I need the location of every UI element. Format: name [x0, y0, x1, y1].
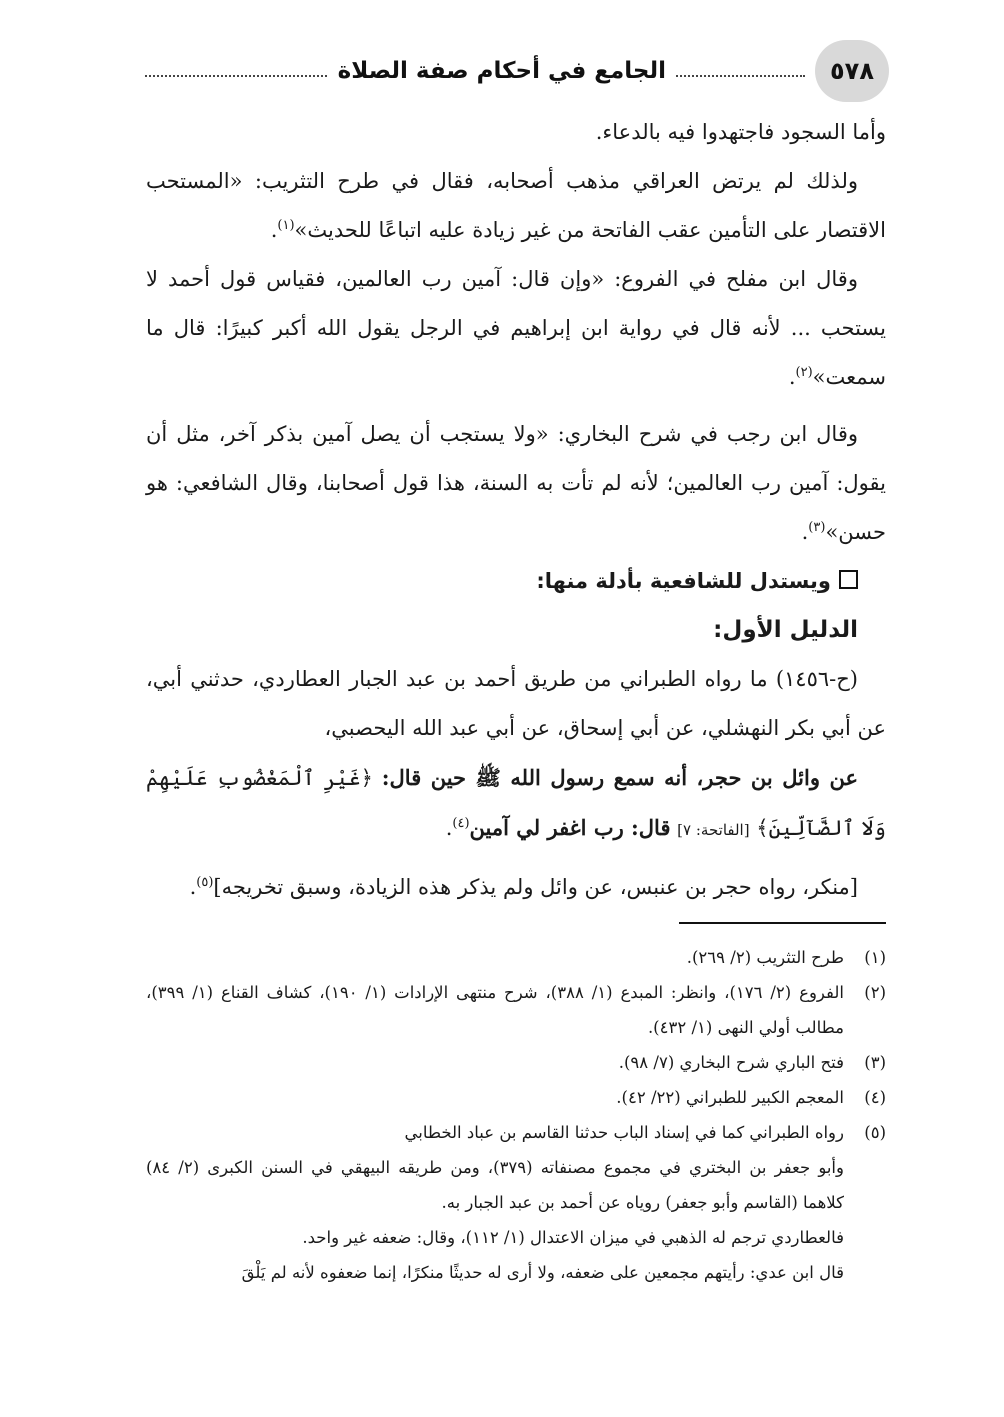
footnote-separator [679, 922, 886, 924]
page-number-badge: ٥٧٨ [815, 40, 889, 102]
footnote-ref-2: (٢) [795, 365, 813, 380]
footnote-3: (٣) فتح الباري شرح البخاري (٧/ ٩٨). [618, 1053, 886, 1072]
paragraph-4: وقال ابن رجب في شرح البخاري: «ولا يستجب أن يصل آمين بذكر آخر، مثل أن يقول: آمين رب العالمين؛ لأنه لم تأت به السنة، هذا قول أصحابنا، وقال الشافعي: هو حسن»$^{(٣)}$. [146, 422, 886, 544]
section-heading: الدليل الأول: [713, 617, 858, 643]
paragraph-3: وقال ابن مفلح في الفروع: «وإن قال: آمين رب العالمين، فقياس قول أحمد لا يستحب ... لأنه قال في رواية ابن إبراهيم في الرجل يقول الله أكبر كبيرًا: قال ما سمعت»$^{(٢)}$. [146, 267, 886, 389]
page-header [145, 40, 889, 102]
footnote-2: (٢) الفروع (٢/ ١٧٦)، وانظر: المبدع (١/ ٣٨٨)، شرح منتهى الإرادات (١/ ١٩٠)، كشاف القناع (١/ ٣٩٩)، مطالب أولي النهى (١/ ٤٣٢). [146, 983, 886, 1037]
main-text [146, 108, 886, 912]
header-dotted-rule-left [145, 75, 327, 77]
footnote-ref-3: (٣) [808, 520, 826, 535]
footnote-ref-4: (٤) [452, 816, 470, 831]
footnote-ref-1: (١) [277, 218, 295, 233]
footnote-ref-5: (٥) [196, 875, 214, 890]
section-subheading: ويستدل للشافعية بأدلة منها: [146, 557, 886, 606]
running-title: الجامع في أحكام صفة الصلاة [330, 40, 674, 102]
hadith-chain: (ح-١٤٥٦) ما رواه الطبراني من طريق أحمد بن عبد الجبار العطاردي، حدثني أبي، عن أبي بكر النهشلي، عن أبي إسحاق، عن أبي عبد الله اليحصبي، [146, 667, 886, 740]
checkbox-bullet-icon [839, 570, 858, 589]
footnote-5-continuation: فالعطاردي ترجم له الذهبي في ميزان الاعتدال (١/ ١١٢)، وقال: ضعفه غير واحد. [302, 1228, 844, 1247]
footnote-5-continuation: وأبو جعفر بن البختري في مجموع مصنفاته (٣٧٩)، ومن طريقه البيهقي في السنن الكبرى (٢/ ٨٤) كلاهما (القاسم وأبو جعفر) روياه عن أحمد بن عبد الجبار به. [146, 1158, 844, 1212]
grading-note: [منكر، رواه حجر بن عنبس، عن وائل ولم يذكر هذه الزيادة، وسبق تخريجه]$^{(٥)}$. [189, 875, 858, 899]
header-dotted-rule-right [665, 75, 805, 77]
footnote-1: (١) طرح التثريب (٢/ ٢٦٩). [686, 948, 886, 967]
paragraph-1: وأما السجود فاجتهدوا فيه بالدعاء. [595, 120, 886, 144]
footnote-4: (٤) المعجم الكبير للطبراني (٢٢/ ٤٢). [616, 1088, 886, 1107]
paragraph-2: ولذلك لم يرتض العراقي مذهب أصحابه، فقال في طرح التثريب: «المستحب الاقتصار على التأمين عقب الفاتحة من غير زيادة عليه اتباعًا للحديث»$^{(١)}$. [146, 169, 886, 242]
hadith-text: عن وائل بن حجر، أنه سمع رسول الله ﷺ حين قال: ﴿غَيْرِ ٱلْمَغْضُوبِ عَلَيْهِمْ وَلَا ٱلضَّآلِّينَ﴾ [الفاتحة: ٧] قال: رب اغفر لي آمين$^{(٤)}$. [146, 765, 886, 840]
verse-citation: [الفاتحة: ٧] [677, 821, 750, 839]
quran-verse: ﴿غَيْرِ ٱلْمَغْضُوبِ عَلَيْهِمْ وَلَا ٱلضَّآلِّينَ﴾ [146, 766, 886, 840]
footnotes [146, 940, 886, 1290]
footnote-5: (٥) رواه الطبراني كما في إسناد الباب حدثنا القاسم بن عباد الخطابي [404, 1123, 886, 1142]
footnote-5-continuation: قال ابن عدي: رأيتهم مجمعين على ضعفه، ولا أرى له حديثًا منكرًا، إنما ضعفوه لأنه لم يَلْقَ [241, 1263, 844, 1282]
